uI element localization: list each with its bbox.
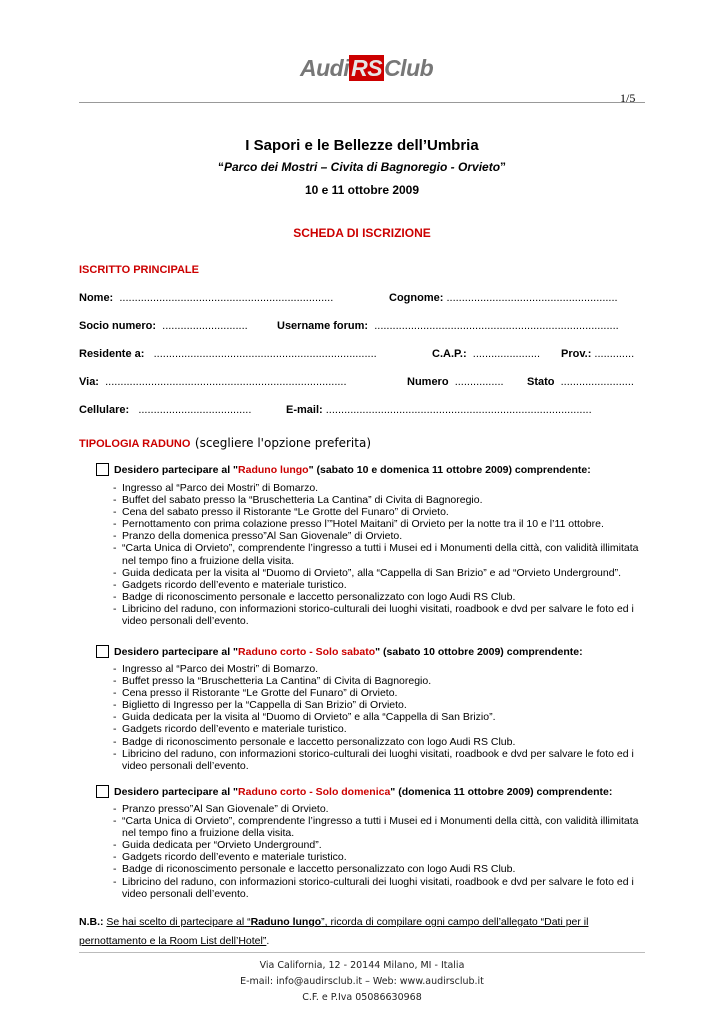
option-2-heading [114, 646, 583, 658]
subtitle-open-quote: “ [217, 160, 224, 174]
nb-text-1: Se hai scelto di partecipare al “ [106, 916, 251, 928]
tipologia-heading-row [79, 434, 371, 452]
cognome-dots: ........................................................ [446, 292, 618, 304]
option-3-prefix: Desidero partecipare al " [114, 786, 239, 798]
option-1-name: Raduno lungo [238, 464, 309, 476]
subtitle-text: Parco dei Mostri – Civita di Bagnoregio - Orvieto [223, 160, 501, 174]
form-title: SCHEDA DI ISCRIZIONE [293, 226, 431, 240]
nome-field[interactable] [79, 292, 333, 304]
nb-bold: Raduno lungo [250, 916, 322, 928]
username-dots: ................................................................................ [374, 320, 619, 332]
nome-dots: ...................................................................... [119, 292, 334, 304]
tipologia-note: (scegliere l'opzione preferita) [194, 436, 371, 450]
username-field[interactable] [277, 320, 619, 332]
cognome-field[interactable] [389, 292, 618, 304]
via-field[interactable] [79, 376, 347, 388]
stato-label: Stato [527, 376, 555, 388]
option-1-item: - Gadgets ricordo dell’evento e materiale turistico. [113, 579, 648, 591]
cap-field[interactable] [432, 348, 540, 360]
option-1-item: - Guida dedicata per la visita al “Duomo di Orvieto”, alla “Cappella di San Brizio” e ad “Orvieto Underground”. [113, 567, 648, 579]
option-2-checkbox[interactable] [96, 645, 109, 658]
footer-contacts: E-mail: info@audirsclub.it – Web: www.audirsclub.it [240, 976, 484, 987]
email-field[interactable] [286, 404, 592, 416]
option-2-item: - Buffet presso la “Bruschetteria La Cantina” di Civita di Bagnoregio. [113, 675, 648, 687]
residente-dots: ......................................................................... [153, 348, 377, 360]
numero-label: Numero [407, 376, 449, 388]
email-label: E-mail: [286, 404, 323, 416]
option-1-checkbox[interactable] [96, 463, 109, 476]
option-2-item: - Badge di riconoscimento personale e laccetto personalizzato con logo Audi RS Club. [113, 736, 648, 748]
cap-label: C.A.P.: [432, 348, 467, 360]
prov-dots: ............. [594, 348, 635, 360]
cognome-label: Cognome: [389, 292, 444, 304]
option-1-item: - Buffet del sabato presso la “Bruschetteria La Cantina” di Civita di Bagnoregio. [113, 494, 648, 506]
option-2-item: - Biglietto di Ingresso per la “Cappella di San Brizio” di Orvieto. [113, 699, 648, 711]
numero-dots: ................ [454, 376, 504, 388]
cellulare-field[interactable] [79, 404, 251, 416]
option-2-prefix: Desidero partecipare al " [114, 646, 239, 658]
option-1-suffix: " (sabato 10 e domenica 11 ottobre 2009) comprendente: [308, 464, 591, 476]
option-1-item: - Badge di riconoscimento personale e laccetto personalizzato con logo Audi RS Club. [113, 591, 648, 603]
residente-field[interactable] [79, 348, 377, 360]
option-1-items [113, 482, 648, 627]
prov-field[interactable] [561, 348, 634, 360]
nome-label: Nome: [79, 292, 114, 304]
residente-label: Residente a: [79, 348, 145, 360]
event-subtitle [0, 160, 724, 174]
prov-label: Prov.: [561, 348, 592, 360]
socio-dots: ............................ [162, 320, 248, 332]
option-3-name: Raduno corto - Solo domenica [238, 786, 391, 798]
numero-field[interactable] [407, 376, 504, 388]
option-2-suffix: " (sabato 10 ottobre 2009) comprendente: [375, 646, 583, 658]
option-3-item: - “Carta Unica di Orvieto”, comprendente l’ingresso a tutti i Musei ed i Monumenti della città, con validità illimitata nel tempo fino a fruizione della visita. [113, 815, 648, 839]
socio-field[interactable] [79, 320, 248, 332]
option-1-prefix: Desidero partecipare al " [114, 464, 239, 476]
option-3-items [113, 803, 648, 900]
option-2-item: - Cena presso il Ristorante “Le Grotte del Funaro” di Orvieto. [113, 687, 648, 699]
nb-note [79, 913, 645, 951]
stato-field[interactable] [527, 376, 634, 388]
tipologia-heading: TIPOLOGIA RADUNO [79, 438, 191, 450]
option-1-heading [114, 464, 591, 476]
socio-label: Socio numero: [79, 320, 157, 332]
via-dots: ............................................................................... [105, 376, 347, 388]
option-1-item: - Pernottamento con prima colazione presso l’”Hotel Maitani” di Orvieto per la notte tra il 10 e l’11 ottobre. [113, 518, 648, 530]
nb-text-2: ”, ricorda di compilare ogni campo dell’allegato “Dati per il pernottamento e la Room List dell’Hotel” [79, 916, 589, 947]
nb-text [79, 916, 588, 947]
nb-label: N.B.: [79, 916, 104, 928]
option-1-item: - Cena del sabato presso il Ristorante “Le Grotte del Funaro” di Orvieto. [113, 506, 648, 518]
option-3-item: - Badge di riconoscimento personale e laccetto personalizzato con logo Audi RS Club. [113, 863, 648, 875]
option-1-item: - “Carta Unica di Orvieto”, comprendente l’ingresso a tutti i Musei ed i Monumenti della città, con validità illimitata nel tempo fino a fruizione della visita. [113, 542, 648, 566]
page-number: 1/5 [620, 91, 636, 105]
option-1-item: - Libricino del raduno, con informazioni storico-culturali dei luoghi visitati, roadbook e dvd per salvare le foto ed i video personali dell’evento. [113, 603, 648, 627]
option-2-item: - Ingresso al “Parco dei Mostri” di Bomarzo. [113, 663, 648, 675]
footer-address: Via California, 12 - 20144 Milano, MI - Italia [259, 960, 465, 971]
option-2-name: Raduno corto - Solo sabato [238, 646, 376, 658]
logo-club: Club [384, 55, 434, 81]
stato-dots: ........................ [560, 376, 634, 388]
subtitle-close-quote: ” [500, 160, 507, 174]
option-3-item: - Libricino del raduno, con informazioni storico-culturali dei luoghi visitati, roadbook e dvd per salvare le foto ed i video personali dell’evento. [113, 876, 648, 900]
email-dots: ....................................................................................... [325, 404, 592, 416]
logo-rs: RS [351, 55, 383, 81]
via-label: Via: [79, 376, 99, 388]
option-2-item: - Guida dedicata per la visita al “Duomo di Orvieto” e alla “Cappella di San Brizio”. [113, 711, 648, 723]
option-1-item: - Ingresso al “Parco dei Mostri” di Bomarzo. [113, 482, 648, 494]
footer-tax: C.F. e P.Iva 05086630968 [302, 992, 422, 1003]
cellulare-dots: ..................................... [138, 404, 252, 416]
footer-rule [79, 952, 645, 953]
username-label: Username forum: [277, 320, 369, 332]
option-3-item: - Pranzo presso”Al San Giovenale” di Orvieto. [113, 803, 648, 815]
event-title: I Sapori e le Bellezze dell’Umbria [245, 137, 479, 154]
nb-end: . [266, 935, 270, 947]
cap-dots: ...................... [472, 348, 541, 360]
logo-audi: Audi [300, 55, 350, 81]
option-1-item: - Pranzo della domenica presso”Al San Giovenale” di Orvieto. [113, 530, 648, 542]
event-dates: 10 e 11 ottobre 2009 [304, 183, 420, 197]
option-3-item: - Guida dedicata per “Orvieto Underground”. [113, 839, 648, 851]
header-rule [79, 102, 645, 103]
principal-heading: ISCRITTO PRINCIPALE [79, 264, 199, 276]
cellulare-label: Cellulare: [79, 404, 130, 416]
option-3-checkbox[interactable] [96, 785, 109, 798]
option-2-item: - Libricino del raduno, con informazioni storico-culturali dei luoghi visitati, roadbook e dvd per salvare le foto ed i video personali dell’evento. [113, 748, 648, 772]
option-3-heading [114, 786, 612, 798]
club-logo [300, 55, 433, 82]
option-3-item: - Gadgets ricordo dell’evento e materiale turistico. [113, 851, 648, 863]
option-3-suffix: " (domenica 11 ottobre 2009) comprendente: [390, 786, 613, 798]
option-2-items [113, 663, 648, 772]
option-2-item: - Gadgets ricordo dell’evento e materiale turistico. [113, 723, 648, 735]
